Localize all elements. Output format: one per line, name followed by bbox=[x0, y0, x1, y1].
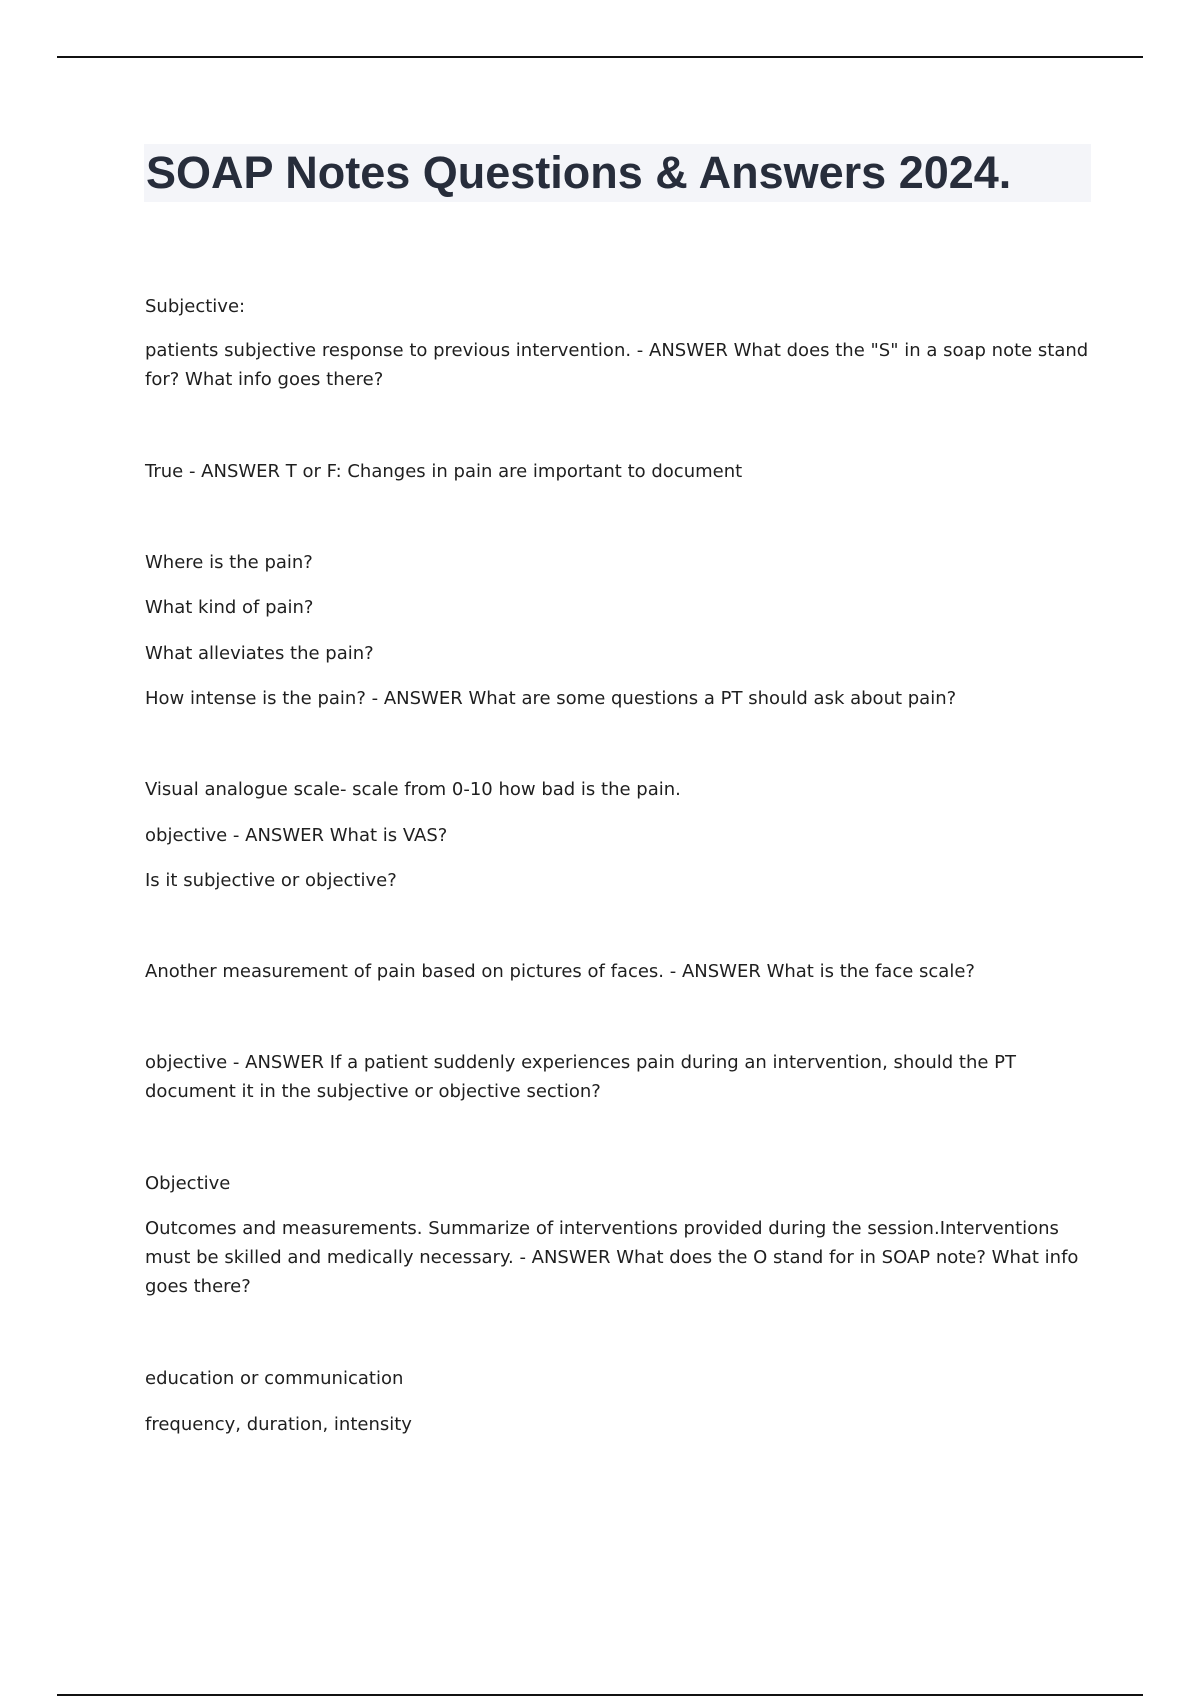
document-title: SOAP Notes Questions & Answers 2024. bbox=[144, 144, 1091, 202]
paragraph-vas-scale: Visual analogue scale- scale from 0-10 how bad is the pain. bbox=[145, 779, 681, 800]
paragraph-alleviates-pain: What alleviates the pain? bbox=[145, 643, 374, 664]
paragraph-s-answer: patients subjective response to previous intervention. - ANSWER What does the "S" in a soap note stand for? What info goes there? bbox=[145, 340, 1089, 390]
paragraph-vas-answer: objective - ANSWER What is VAS? bbox=[145, 825, 448, 846]
paragraph-subj-or-obj: Is it subjective or objective? bbox=[145, 870, 397, 891]
paragraph-sudden-pain: objective - ANSWER If a patient suddenly experiences pain during an intervention, should the PT document it in the subjective or objective section? bbox=[145, 1052, 1016, 1102]
top-rule bbox=[57, 56, 1143, 58]
paragraph-o-answer: Outcomes and measurements. Summarize of interventions provided during the session.Interventions must be skilled and medically necessary. - ANSWER What does the O stand for in SOAP note? What info goes there? bbox=[145, 1218, 1079, 1297]
paragraph-kind-pain: What kind of pain? bbox=[145, 597, 314, 618]
paragraph-face-scale: Another measurement of pain based on pictures of faces. - ANSWER What is the face scale? bbox=[145, 961, 975, 982]
bottom-rule bbox=[57, 1694, 1143, 1696]
paragraph-frequency: frequency, duration, intensity bbox=[145, 1414, 412, 1435]
paragraph-intense-pain: How intense is the pain? - ANSWER What are some questions a PT should ask about pain? bbox=[145, 688, 957, 709]
paragraph-true-answer: True - ANSWER T or F: Changes in pain are important to document bbox=[145, 461, 743, 482]
paragraph-education: education or communication bbox=[145, 1368, 404, 1389]
paragraph-objective-heading: Objective bbox=[145, 1173, 231, 1194]
paragraph-subjective-heading: Subjective: bbox=[145, 296, 246, 317]
paragraph-where-pain: Where is the pain? bbox=[145, 552, 313, 573]
